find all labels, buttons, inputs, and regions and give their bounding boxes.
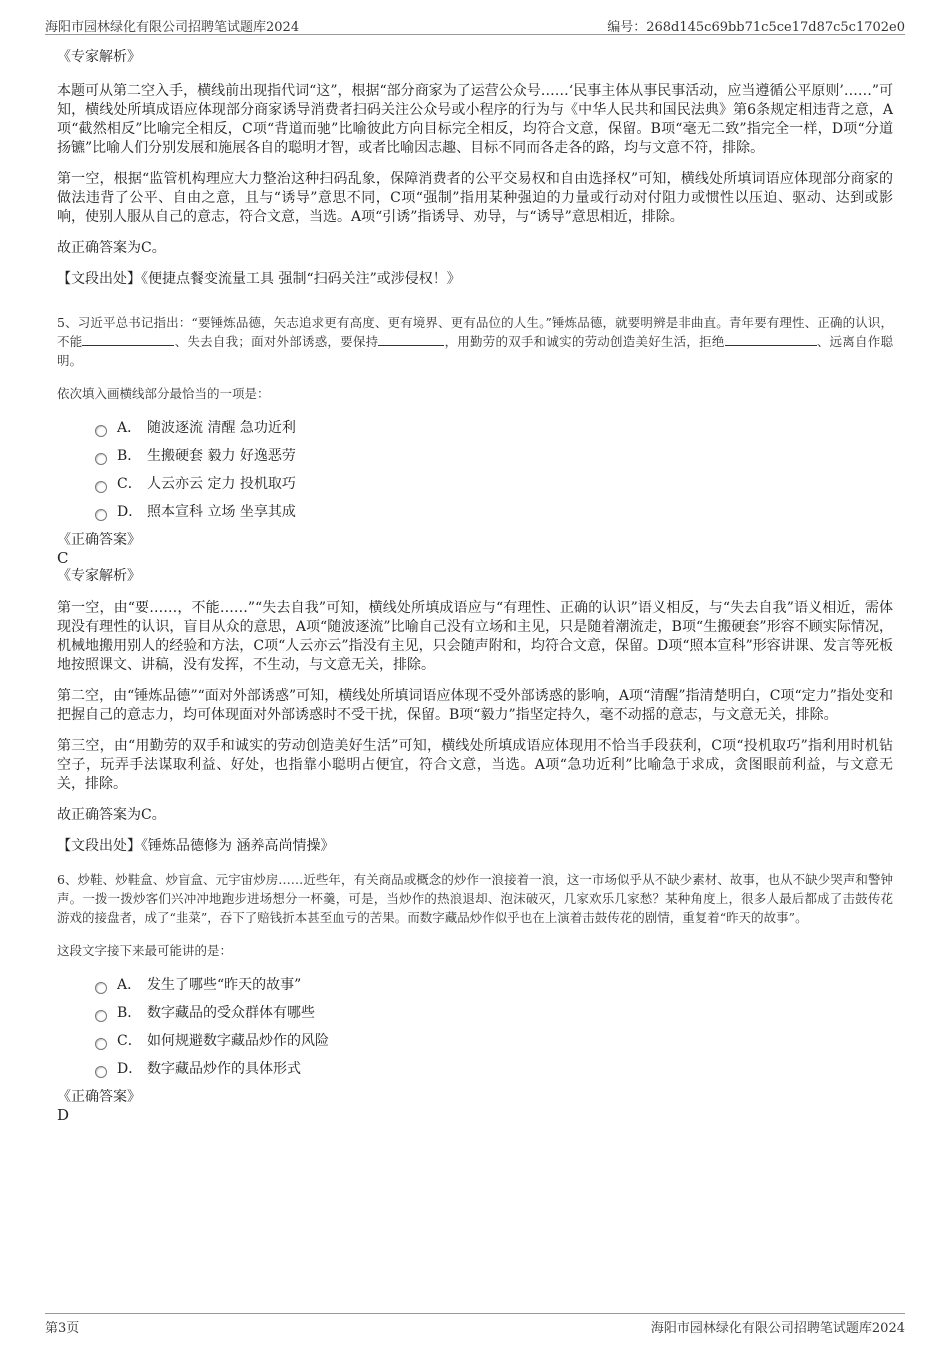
q5-options [95,417,893,529]
option-text: 照本宣科 立场 坐享其成 [147,504,296,520]
option-letter: B． [117,1005,142,1021]
page-footer [45,1313,905,1334]
prev-analysis-p1: 本题可从第二空入手，横线前出现指代词“这”，根据“部分商家为了运营公众号……‘民事主体从事民事活动，应当遵循公平原则’……”可知，横线处所填成语应体现部分商家诱导消费者扫码关注公众号或小程序的行为与《中华人民共和国民法典》第6条规定相违背之意，A项“截然相反”比喻完全相反，C项“背道而驰”比喻彼此方向目标完全相反，均符合文意，保留。B项“毫无二致”指完全一样，D项“分道扬镳”比喻人们分别发展和施展各自的聪明才智，或者比喻因志趣、目标不同而各走各的路，均与文意不符，排除。 [57,83,893,156]
prev-source: 【文段出处】《便捷点餐变流量工具 强制“扫码关注”或涉侵权！》 [57,271,461,287]
q6-answer-label: 《正确答案》 [57,1089,141,1105]
radio-icon[interactable] [95,1010,107,1022]
q6-option-a[interactable] [95,974,893,1002]
prev-analysis-label: 《专家解析》 [57,49,141,65]
option-text: 人云亦云 定力 投机取巧 [147,476,296,492]
option-letter: A． [117,977,142,993]
option-text: 发生了哪些“昨天的故事” [147,977,302,993]
radio-icon[interactable] [95,1066,107,1078]
q5-analysis-p3: 第三空，由“用勤劳的双手和诚实的劳动创造美好生活”可知，横线处所填成语应体现用不恰当手段获利，C项“投机取巧”指利用时机钻空子，玩弄手法谋取利益、好处，也指靠小聪明占便宜，符合文意，当选。A项“急功近利”比喻急于求成，贪图眼前利益，与文意无关，排除。 [57,738,893,792]
footer-title: 海阳市园林绿化有限公司招聘笔试题库2024 [650,1321,905,1336]
q5-blank-3 [725,333,817,346]
option-text: 生搬硬套 毅力 好逸恶劳 [147,448,296,464]
q5-stem-part2: 、失去自我；面对外部诱惑，要保持 [174,334,379,349]
option-text: 随波逐流 清醒 急功近利 [147,420,296,436]
page-header [45,14,905,35]
q5-blank-2 [378,333,444,346]
q6-answer: D [57,1106,70,1124]
q5-analysis-label: 《专家解析》 [57,568,141,584]
radio-icon[interactable] [95,425,107,437]
q5-stem-part3: ，用勤劳的双手和诚实的劳动创造美好生活，拒绝 [444,334,725,349]
q5-stem [57,313,893,370]
header-serial: 编号：268d145c69bb71c5ce17d87c5c1702e0 [607,20,905,35]
option-letter: B． [117,448,142,464]
header-title: 海阳市园林绿化有限公司招聘笔试题库2024 [45,20,300,35]
q6-stem: 6、炒鞋、炒鞋盒、炒盲盒、元宇宙炒房……近些年，有关商品或概念的炒作一浪接着一浪，这一市场似乎从不缺少素材、故事，也从不缺少哭声和警钟声。一拨一拨炒客们兴冲冲地跑步进场想分一杯羹，可是，当炒作的热浪退却、泡沫破灭，几家欢乐几家愁？某种角度上，很多人最后都成了击鼓传花游戏的接盘者，成了“韭菜”，吞下了赔钱折本甚至血亏的苦果。而数字藏品炒作似乎也在上演着击鼓传花的剧情，重复着“昨天的故事”。 [57,872,893,925]
q5-source: 【文段出处】《锤炼品德修为 涵养高尚情操》 [57,838,335,854]
q5-option-a[interactable] [95,417,893,445]
q6-prompt: 这段文字接下来最可能讲的是： [57,943,233,958]
option-letter: C． [117,476,142,492]
option-letter: D． [117,1061,143,1077]
radio-icon[interactable] [95,982,107,994]
q5-prompt: 依次填入画横线部分最恰当的一项是： [57,386,270,401]
q5-analysis-p2: 第二空，由“锤炼品德”“面对外部诱惑”可知，横线处所填词语应体现不受外部诱惑的影响，A项“清醒”指清楚明白，C项“定力”指处变和把握自己的意志力，均可体现面对外部诱惑时不受干扰，保留。B项“毅力”指坚定持久，毫不动摇的意志，与文意无关，排除。 [57,688,893,723]
footer-page-number: 第3页 [45,1321,80,1336]
option-text: 数字藏品炒作的具体形式 [147,1061,301,1077]
q5-stem-part1: 5、习近平总书记指出：“要锤炼品德，矢志追求更有高度、更有境界、更有品位的人生。”锤炼品德，就要明辨是非曲直。青年要有理性、正确的认识，不能 [57,315,893,349]
q5-option-b[interactable] [95,445,893,473]
q6-option-d[interactable] [95,1058,893,1086]
q5-option-d[interactable] [95,501,893,529]
option-letter: A． [117,420,142,436]
prev-answer-statement: 故正确答案为C。 [57,240,166,256]
option-text: 数字藏品的受众群体有哪些 [147,1005,315,1021]
q5-blank-1 [82,333,174,346]
q6-option-c[interactable] [95,1030,893,1058]
radio-icon[interactable] [95,509,107,521]
prev-analysis-p2: 第一空，根据“监管机构理应大力整治这种扫码乱象，保障消费者的公平交易权和自由选择权”可知，横线处所填词语应体现部分商家的做法违背了公平、自由之意，且与“诱导”意思不同，C项“强制”指用某种强迫的力量或行动对付阻力或惯性以压迫、驱动、达到或影响，使别人服从自己的意志，符合文意，当选。A项“引诱”指诱导、劝导，与“诱导”意思相近，排除。 [57,171,893,225]
q5-answer-statement: 故正确答案为C。 [57,807,166,823]
radio-icon[interactable] [95,1038,107,1050]
q6-option-b[interactable] [95,1002,893,1030]
q5-stem-part4: 、远离自作聪明。 [57,334,893,368]
option-letter: C． [117,1033,142,1049]
option-letter: D． [117,504,143,520]
q6-options [95,974,893,1086]
q5-option-c[interactable] [95,473,893,501]
radio-icon[interactable] [95,453,107,465]
radio-icon[interactable] [95,481,107,493]
q5-analysis-p1: 第一空，由“要……，不能……”“失去自我”可知，横线处所填成语应与“有理性、正确的认识”语义相反，与“失去自我”语义相近，需体现没有理性的认识，盲目从众的意思，A项“随波逐流”比喻自己没有立场和主见，只是随着潮流走，B项“生搬硬套”形容不顾实际情况，机械地搬用别人的经验和方法，C项“人云亦云”指没有主见，只会随声附和，均符合文意，保留。D项“照本宣科”形容讲课、发言等死板地按照课文、讲稿，没有发挥，不生动，与文意无关，排除。 [57,600,893,673]
q5-answer-label: 《正确答案》 [57,532,141,548]
page-content [57,44,893,1124]
q5-answer: C [57,549,69,567]
option-text: 如何规避数字藏品炒作的风险 [147,1033,329,1049]
